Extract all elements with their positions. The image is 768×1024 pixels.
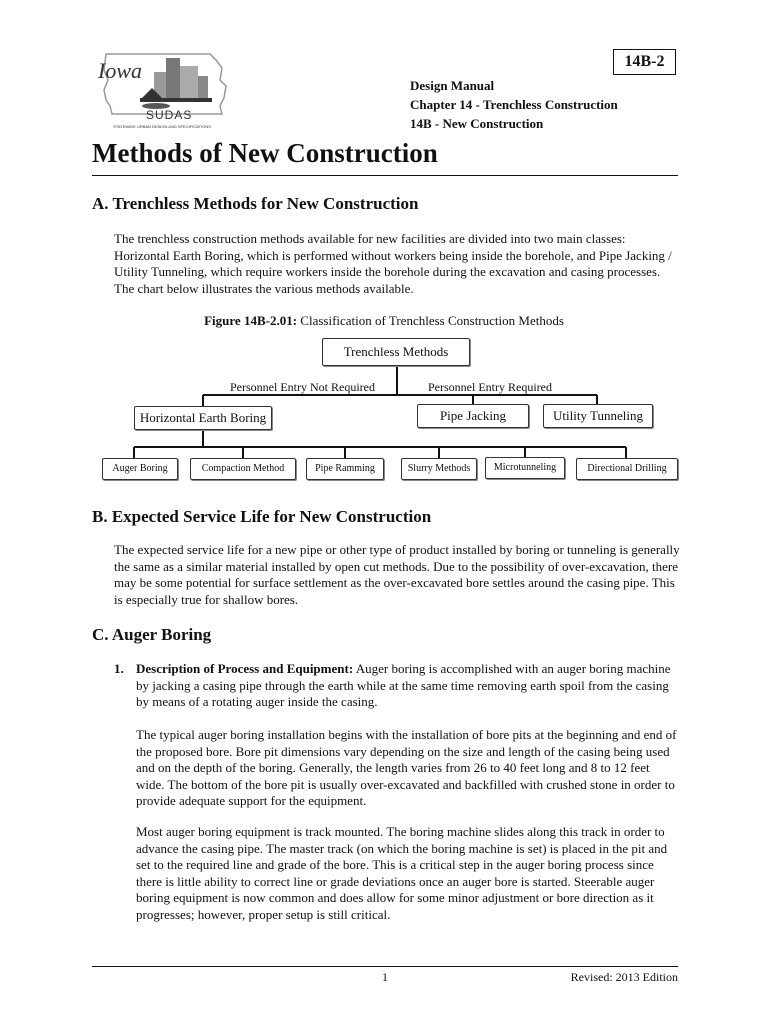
header-lines: [410, 76, 618, 133]
section-b-body: The expected service life for a new pipe or other type of product installed by boring or tunneling is generally the same as a similar material installed by open cut methods. Due to the possibility of over-excavation, there may be some potential for surface settlement as the over-excavated bore settles around the casing pipe. This is especially true for shallow bores.: [114, 542, 680, 607]
section-c-heading: C. Auger Boring: [92, 625, 212, 644]
chart-label-entry-required: Personnel Entry Required: [428, 380, 552, 394]
title-rule: [92, 175, 678, 176]
list-item-number: 1.: [114, 661, 124, 676]
section-a-body: The trenchless construction methods available for new facilities are divided into two main classes: Horizontal Earth Boring, which is performed without workers being inside the borehole, and Pipe Jacking / Utility Tunneling, which require workers inside the borehole during the excavation and casing processes. The chart below illustrates the various methods available.: [114, 231, 672, 296]
sudas-logo: [92, 46, 232, 136]
chart-node-compaction-method: Compaction Method: [190, 458, 296, 480]
header-line-section: 14B - New Construction: [410, 116, 544, 131]
auger-description-label: Description of Process and Equipment:: [136, 661, 354, 676]
footer-rule: [92, 966, 678, 967]
chart-node-trenchless-methods: Trenchless Methods: [322, 338, 470, 366]
chart-node-directional-drilling: Directional Drilling: [576, 458, 678, 480]
chart-node-pipe-jacking: Pipe Jacking: [417, 404, 529, 428]
classification-chart: [0, 330, 768, 490]
page-title: Methods of New Construction: [92, 138, 438, 168]
chart-node-auger-boring: Auger Boring: [102, 458, 178, 480]
chart-node-horizontal-earth-boring: Horizontal Earth Boring: [134, 406, 272, 430]
logo-tagline: STATEWIDE URBAN DESIGN AND SPECIFICATIONS: [113, 124, 211, 129]
auger-description-text: Auger boring is accomplished with an auger boring machine by jacking a casing pipe through the earth while at the same time removing earth spoil from the casing by means of a rotating auger inside the casing.: [136, 661, 671, 709]
section-b-heading: B. Expected Service Life for New Construction: [92, 507, 432, 526]
logo-name: SUDAS: [146, 108, 193, 122]
header-line-design-manual: Design Manual: [410, 78, 495, 93]
footer-page-number: 1: [382, 970, 388, 984]
footer-revision: Revised: 2013 Edition: [570, 970, 678, 984]
auger-description-paragraph: [136, 661, 681, 711]
chart-node-utility-tunneling: Utility Tunneling: [543, 404, 653, 428]
section-a-heading: A. Trenchless Methods for New Construction: [92, 194, 419, 213]
figure-caption: [0, 313, 768, 329]
chart-node-slurry-methods: Slurry Methods: [401, 458, 477, 480]
figure-caption-label: Figure 14B-2.01:: [204, 313, 298, 328]
page-id-box: 14B-2: [613, 49, 676, 75]
logo-script-text: Iowa: [98, 58, 142, 83]
auger-equipment-paragraph: Most auger boring equipment is track mounted. The boring machine slides along this track in order to advance the casing pipe. The master track (on which the boring machine is set) is placed in the pit and set to the required line and grade of the bore. This is a critical step in the auger boring process since there is little ability to correct line or grade deviations once an auger bore is started. Steerable auger boring equipment is now common and does allow for some minor adjustment or bore direction as it progresses; however, proper setup is still critical.: [136, 824, 668, 922]
chart-node-microtunneling: Microtunneling: [485, 457, 565, 479]
auger-bore-pit-paragraph: The typical auger boring installation begins with the installation of bore pits at the beginning and end of the proposed bore. Bore pit dimensions vary depending on the size and length of the casing being used and on the depth of the boring. Generally, the length varies from 26 to 40 feet long and 8 to 12 feet wide. The bottom of the bore pit is usually over-excavated and backfilled with crushed stone in order to provide adequate support for the equipment.: [136, 727, 677, 808]
figure-caption-text: Classification of Trenchless Construction Methods: [300, 313, 564, 328]
chart-node-pipe-ramming: Pipe Ramming: [306, 458, 384, 480]
header-line-chapter: Chapter 14 - Trenchless Construction: [410, 97, 618, 112]
chart-label-entry-not-required: Personnel Entry Not Required: [230, 380, 375, 394]
